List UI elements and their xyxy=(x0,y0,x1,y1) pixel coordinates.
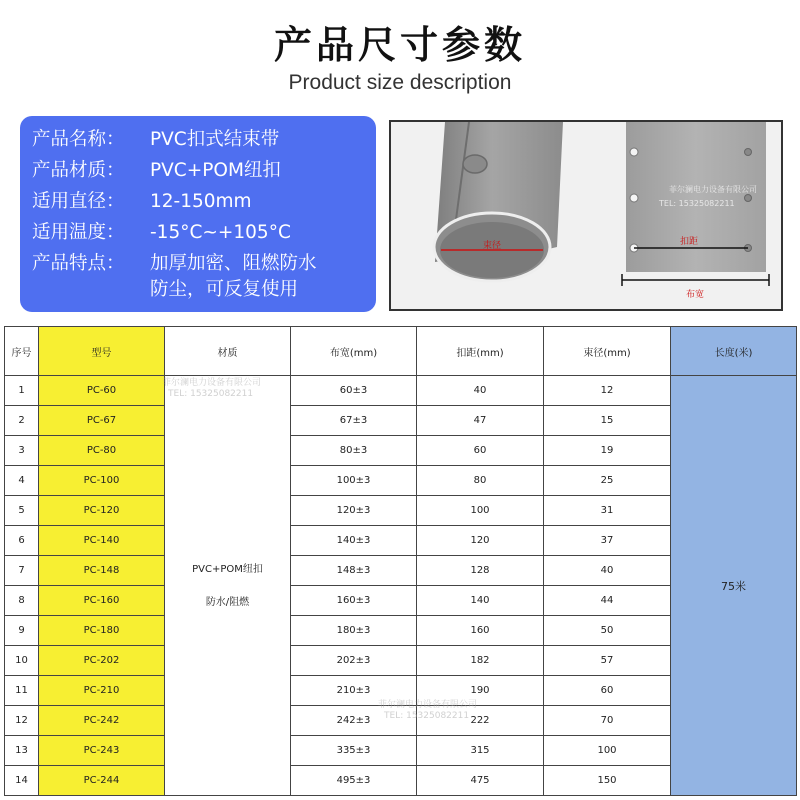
product-info-panel xyxy=(20,116,376,312)
info-row-name xyxy=(32,128,279,152)
row-number-cell: 11 xyxy=(5,676,39,706)
diameter-cell: 100 xyxy=(544,736,671,766)
model-cell: PC-180 xyxy=(39,616,165,646)
row-number-cell: 8 xyxy=(5,586,39,616)
spacing-cell: 475 xyxy=(417,766,544,796)
diameter-cell: 19 xyxy=(544,436,671,466)
row-number-cell: 3 xyxy=(5,436,39,466)
width-cell: 180±3 xyxy=(291,616,417,646)
spacing-cell: 160 xyxy=(417,616,544,646)
info-row-features xyxy=(32,252,317,276)
info-label: 产品材质： xyxy=(32,160,125,181)
diameter-cell: 25 xyxy=(544,466,671,496)
header-cell: 扣距(mm) xyxy=(417,327,544,376)
table-watermark-tel: TEL: 15325082211 xyxy=(168,389,254,399)
model-cell: PC-67 xyxy=(39,406,165,436)
row-number-cell: 4 xyxy=(5,466,39,496)
width-cell: 495±3 xyxy=(291,766,417,796)
model-cell: PC-243 xyxy=(39,736,165,766)
spacing-cell: 60 xyxy=(417,436,544,466)
row-number-cell: 2 xyxy=(5,406,39,436)
table-watermark-tel: TEL: 15325082211 xyxy=(384,711,470,721)
table-watermark: 菲尔澜电力设备有限公司 xyxy=(378,700,478,710)
info-label: 适用直径： xyxy=(32,191,125,212)
model-cell: PC-80 xyxy=(39,436,165,466)
header-cell: 序号 xyxy=(5,327,39,376)
info-label: 产品名称： xyxy=(32,129,125,150)
width-cell: 100±3 xyxy=(291,466,417,496)
info-row-diameter xyxy=(32,190,252,214)
spacing-cell: 40 xyxy=(417,376,544,406)
width-cell: 120±3 xyxy=(291,496,417,526)
width-cell: 335±3 xyxy=(291,736,417,766)
table-row xyxy=(5,376,797,406)
spacing-cell: 140 xyxy=(417,586,544,616)
info-value: PVC扣式结束带 xyxy=(150,129,280,150)
model-cell: PC-148 xyxy=(39,556,165,586)
diameter-cell: 70 xyxy=(544,706,671,736)
width-cell: 140±3 xyxy=(291,526,417,556)
model-cell: PC-244 xyxy=(39,766,165,796)
diameter-cell: 40 xyxy=(544,556,671,586)
button-icon xyxy=(463,155,487,173)
spacing-cell: 222 xyxy=(417,706,544,736)
model-cell: PC-140 xyxy=(39,526,165,556)
length-cell: 75米 xyxy=(671,376,797,796)
info-value: 防尘，可反复使用 xyxy=(150,279,299,300)
width-cell: 202±3 xyxy=(291,646,417,676)
info-row-temperature xyxy=(32,221,291,245)
spacing-cell: 182 xyxy=(417,646,544,676)
spacing-cell: 80 xyxy=(417,466,544,496)
spacing-cell: 120 xyxy=(417,526,544,556)
header-cell: 型号 xyxy=(39,327,165,376)
width-cell: 242±3 xyxy=(291,706,417,736)
product-illustration xyxy=(391,122,781,309)
photo-watermark: 菲尔澜电力设备有限公司 xyxy=(669,185,757,194)
spacing-cell: 190 xyxy=(417,676,544,706)
width-cell: 210±3 xyxy=(291,676,417,706)
label-bundle-diameter: 束径 xyxy=(482,241,502,251)
spacing-cell: 100 xyxy=(417,496,544,526)
info-value: 加厚加密、阻燃防水 xyxy=(150,253,317,274)
label-button-spacing: 扣距 xyxy=(679,237,699,247)
row-number-cell: 1 xyxy=(5,376,39,406)
material-line: PVC+POM纽扣 xyxy=(192,563,263,575)
info-value: -15°C~+105°C xyxy=(150,222,291,243)
info-value: 12-150mm xyxy=(150,191,252,212)
diameter-cell: 31 xyxy=(544,496,671,526)
diameter-cell: 50 xyxy=(544,616,671,646)
info-label: 适用温度： xyxy=(32,222,125,243)
label-strap-width: 布宽 xyxy=(685,290,705,300)
model-cell: PC-210 xyxy=(39,676,165,706)
header-cell: 材质 xyxy=(165,327,291,376)
diameter-cell: 37 xyxy=(544,526,671,556)
page-title: 产品尺寸参数 xyxy=(273,23,526,67)
row-number-cell: 13 xyxy=(5,736,39,766)
model-cell: PC-100 xyxy=(39,466,165,496)
photo-watermark-tel: TEL: 15325082211 xyxy=(659,199,735,208)
model-cell: PC-160 xyxy=(39,586,165,616)
info-label: 产品特点： xyxy=(32,253,125,274)
spacing-cell: 47 xyxy=(417,406,544,436)
spacing-cell: 128 xyxy=(417,556,544,586)
diameter-cell: 60 xyxy=(544,676,671,706)
info-row-features-cont xyxy=(150,278,298,302)
model-cell: PC-242 xyxy=(39,706,165,736)
row-number-cell: 9 xyxy=(5,616,39,646)
diameter-cell: 15 xyxy=(544,406,671,436)
row-number-cell: 10 xyxy=(5,646,39,676)
width-cell: 60±3 xyxy=(291,376,417,406)
header-cell: 布宽(mm) xyxy=(291,327,417,376)
row-number-cell: 12 xyxy=(5,706,39,736)
model-cell: PC-60 xyxy=(39,376,165,406)
material-line: 防水/阻燃 xyxy=(205,596,250,608)
diameter-cell: 57 xyxy=(544,646,671,676)
row-number-cell: 5 xyxy=(5,496,39,526)
width-cell: 67±3 xyxy=(291,406,417,436)
diameter-cell: 44 xyxy=(544,586,671,616)
width-cell: 148±3 xyxy=(291,556,417,586)
spacing-cell: 315 xyxy=(417,736,544,766)
diameter-cell: 12 xyxy=(544,376,671,406)
row-number-cell: 7 xyxy=(5,556,39,586)
model-cell: PC-202 xyxy=(39,646,165,676)
diameter-cell: 150 xyxy=(544,766,671,796)
row-number-cell: 14 xyxy=(5,766,39,796)
header-cell: 束径(mm) xyxy=(544,327,671,376)
size-table xyxy=(4,326,797,796)
table-header-row xyxy=(5,327,797,376)
info-value: PVC+POM纽扣 xyxy=(150,160,281,181)
page-subtitle: Product size description xyxy=(288,71,512,94)
width-cell: 160±3 xyxy=(291,586,417,616)
table-watermark: 菲尔澜电力设备有限公司 xyxy=(162,378,262,388)
header-cell: 长度(米) xyxy=(671,327,797,376)
info-row-material xyxy=(32,159,281,183)
row-number-cell: 6 xyxy=(5,526,39,556)
material-cell xyxy=(165,376,291,796)
product-photo xyxy=(389,120,783,311)
model-cell: PC-120 xyxy=(39,496,165,526)
width-cell: 80±3 xyxy=(291,436,417,466)
